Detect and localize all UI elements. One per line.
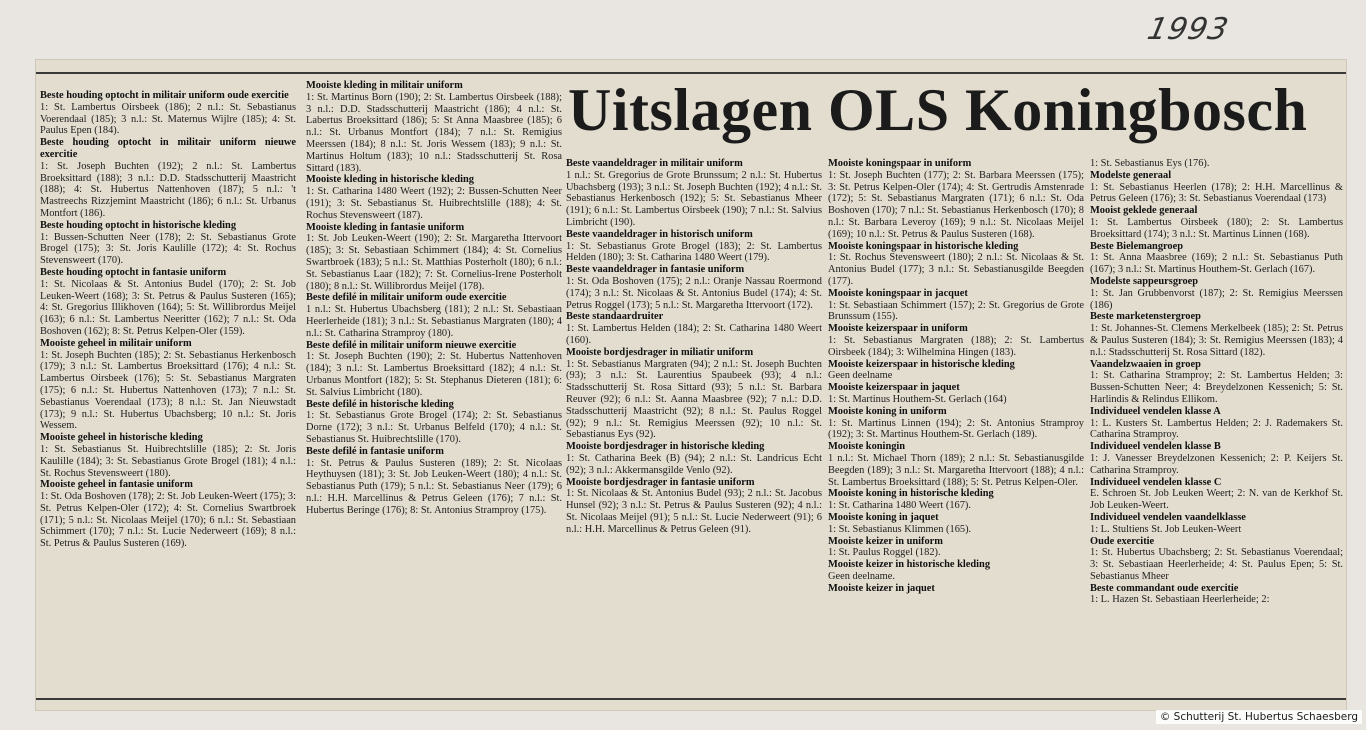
results-column-2 [306, 80, 562, 700]
category-heading: Mooiste geheel in historische kleding [40, 432, 203, 444]
category-heading: Mooiste kleding in fantasie uniform [306, 221, 465, 233]
category-results: Geen deelname [828, 370, 893, 382]
results-column-5 [1090, 158, 1343, 700]
category-results: 1: St. Job Leuken-Weert (190); 2: St. Margaretha Ittervoort (185); 3: St. Sebastiaan Schimmert (184); 4: St. Cornelius Swartbroek (183); 5 n.l.: St. Matthias Posterholt (180); 6 n.l.: St. Sebastianus Laar (182); 7: St. Cornelius-Irene Posterholt (180); 8 n.l.: St. Willibrordus Meijel (178). [306, 233, 562, 292]
category-results: 1 n.l.: St. Gregorius de Grote Brunssum; 2 n.l.: St. Hubertus Ubachsberg (193); 3 n.l.: St. Joseph Buchten (192); 4 n.l.: St. Sebastianus Herkenbosch (192); 5: St. Sebastianus Mheer (191); 6 n.l.: St. Lambertus Oirsbeek (190); 7 n.l.: St. Salvius Limbricht (190). [566, 169, 822, 228]
category-results: 1: Bussen-Schutten Neer (178); 2: St. Sebastianus Grote Brogel (175); 3: St. Joris Kaulille (172); 4: St. Rochus Stevensweert (170). [40, 231, 296, 267]
category-results: 1: St. Sebastianus Eys (176). [1090, 158, 1210, 169]
top-rule [36, 72, 1346, 74]
category-heading: Mooiste bordjesdrager in miliatir uniform [566, 346, 754, 358]
category-heading: Beste defilé in historische kleding [306, 398, 454, 410]
category-heading: Individueel vendelen vaandelklasse [1090, 511, 1246, 523]
category-results: 1: St. Petrus & Paulus Susteren (189); 2: St. Nicolaas Heythuysen (181); 3: St. Job Leuken-Weert (180); 4 n.l.: St. Sebastianus Puth (179); 5 n.l.: St. Sebastianus Neer (179); 6 n.l.: H.H. Marcellinus & Petrus Geleen (176); 7 n.l.: St. Hubertus Beringe (176); 8: St. Antonius Stramproy (175). [306, 457, 562, 516]
bottom-rule [36, 698, 1346, 700]
category-results: 1: St. Anna Maasbree (169); 2 n.l.: St. Sebastianus Puth (167); 3 n.l.: St. Martinus Houthem-St. Gerlach (167). [1090, 252, 1343, 276]
category-heading: Mooiste keizerspaar in jaquet [828, 382, 960, 394]
category-heading: Mooiste koning in jaquet [828, 511, 939, 523]
category-results: 1: St. Joseph Buchten (192); 2 n.l.: St. Lambertus Broeksittard (188); 3 n.l.: D.D. Stadsschutterij Maastricht (188); 4: St. Hubertus Nattenhoven (187); 5 n.l.: 't Mastreechs Rizzjemint Maastricht (186); 6 n.l.: St. Urbanus Montfort (186). [40, 160, 296, 219]
category-heading: Mooiste koningspaar in uniform [828, 158, 972, 169]
category-heading: Mooiste keizerspaar in uniform [828, 323, 968, 335]
category-results: 1: St. Nicolaas & St. Antonius Budel (170); 2: St. Job Leuken-Weert (168); 3: St. Petrus & Paulus Susteren (165); 4: St. Gregorius Illikhoven (164); 5: St. Willibrordus Meijel (163); 6 n.l.: St. Lambertus Neeritter (162); 7 n.l.: St. Oda Boshoven (162); 8: St. Petrus Kelpen-Oler (159). [40, 278, 296, 337]
category-results: 1: St. Sebastianus Heerlen (178); 2: H.H. Marcellinus & Petrus Geleen (176); 3: St. Sebastianus Voerendaal (173) [1090, 181, 1343, 205]
category-results: 1 n.l.: St. Michael Thorn (189); 2 n.l.: St. Sebastianusgilde Beegden (189); 3 n.l.: St. Margaretha Ittervoort (188); 4 n.l.: St. Lambertus Broeksittard (188); 5: St. Petrus Kelpen-Oler. [828, 452, 1084, 488]
category-results: 1: St. Sebastiaan Schimmert (157); 2: St. Gregorius de Grote Brunssum (155). [828, 299, 1084, 323]
category-heading: Mooiste kleding in militair uniform [306, 80, 463, 91]
category-heading: Mooiste geheel in militair uniform [40, 337, 192, 349]
category-heading: Modelste generaal [1090, 169, 1172, 181]
category-results: 1: L. Hazen St. Sebastiaan Heerlerheide; 2: [1090, 594, 1270, 606]
category-results: 1 n.l.: St. Hubertus Ubachsberg (181); 2 n.l.: St. Sebastiaan Heerlerheide (181); 3 n.l.: St. Sebastianus Margraten (180); 4 n.l.: St. Catharina Stramproy (180). [306, 304, 562, 339]
category-results: 1: St. Johannes-St. Clemens Merkelbeek (185); 2: St. Petrus & Paulus Susteren (184); 3: St. Remigius Meerssen (183); 4 n.l.: Stadsschutterij St. Rosa Sittard (182). [1090, 323, 1343, 358]
category-results: 1: St. Rochus Stevensweert (180); 2 n.l.: St. Nicolaas & St. Antonius Budel (177); 3 n.l.: St. Sebastianusgilde Beegden (177). [828, 252, 1084, 287]
category-heading: Mooiste bordjesdrager in fantasie uniform [566, 476, 755, 488]
category-heading: Mooiste koning in historische kleding [828, 488, 994, 500]
category-heading: Beste Bielemangroep [1090, 240, 1184, 252]
headline: Uitslagen OLS Koningbosch [568, 77, 1308, 143]
category-results: 1: St. Lambertus Oirsbeek (180); 2: St. Lambertus Broeksittard (174); 3 n.l.: St. Martinus Linnen (168). [1090, 216, 1343, 240]
category-heading: Mooiste koning in uniform [828, 405, 947, 417]
category-heading: Beste defilé in militair uniform nieuwe exercitie [306, 339, 517, 351]
category-heading: Mooiste keizer in uniform [828, 535, 943, 547]
category-results: 1: St. Hubertus Ubachsberg; 2: St. Sebastianus Voerendaal; 3: St. Sebastiaan Heerlerheide; 4: St. Paulus Epen; 5: St. Sebastianus Mheer [1090, 547, 1343, 582]
category-heading: Beste houding optocht in militair uniform oude exercitie [40, 90, 289, 101]
results-column-1 [40, 90, 296, 700]
category-heading: Mooiste koningspaar in historische kleding [828, 240, 1019, 252]
copyright-credit: © Schutterij St. Hubertus Schaesberg [1156, 710, 1362, 724]
category-heading: Beste vaandeldrager in fantasie uniform [566, 264, 745, 276]
category-heading: Vaandelzwaaien in groep [1090, 358, 1201, 370]
category-results: 1: St. Sebastianus Grote Brogel (174); 2: St. Sebastianus Dorne (172); 3 n.l.: St. Urbanus Belfeld (170); 4 n.l.: St. Sebastianus St. Huibrechtslille (170). [306, 410, 562, 445]
category-results: 1: St. Sebastianus Margraten (94); 2 n.l.: St. Joseph Buchten (93); 3 n.l.: St. Laurentius Spaubeek (93); 4 n.l.: Stadsschutterij St. Rosa Sittard (93); 5 n.l.: St. Barbara Reuver (92); 6 n.l.: St. Aanna Maasbree (92); 7 n.l.: D.D. Stadsschutterij Maastricht (92); 8 n.l.: St. Paulus Roggel (92); 9 n.l.: St. Remigius Meerssen (92); 10 n.l.: St. Sebastianus Eys (92). [566, 358, 822, 441]
category-results: 1: St. Sebastianus Margraten (188); 2: St. Lambertus Oirsbeek (184); 3: Wilhelmina Hingen (183). [828, 334, 1084, 358]
results-column-4 [828, 158, 1084, 700]
category-heading: Beste commandant oude exercitie [1090, 582, 1239, 594]
category-results: 1: St. Oda Boshoven (175); 2 n.l.: Oranje Nassau Roermond (174); 3 n.l.: St. Nicolaas & St. Antonius Budel (174); 4: St. Petrus Roggel (173); 5 n.l.: St. Margaretha Ittervoort (172). [566, 275, 822, 311]
category-results: 1: St. Nicolaas & St. Antonius Budel (93); 2 n.l.: St. Jacobus Hunsel (92); 3 n.l.: St. Petrus & Paulus Susteren (92); 4 n.l.: St. Nicolaas Meijel (91); 5 n.l.: St. Lucie Nederweert (91); 6 n.l.: H.H. Marcellinus & Petrus Geleen (91). [566, 488, 822, 535]
category-heading: Mooist geklede generaal [1090, 205, 1198, 217]
category-heading: Mooiste keizerspaar in historische kleding [828, 358, 1015, 370]
category-heading: Mooiste koningspaar in jacquet [828, 287, 968, 299]
category-results: 1: St. Oda Boshoven (178); 2: St. Job Leuken-Weert (175); 3: St. Petrus Kelpen-Oler (172); 4: St. Cornelius Swartbroek (171); 5 n.l.: St. Nicolaas Meijel (170); 6 n.l.: St. Sebastiaan Schimmert (170); 7 n.l.: St. Lucie Nederweert (169); 8 n.l.: St. Petrus & Paulus Susteren (169). [40, 491, 296, 550]
category-results: 1: St. Catharina 1480 Weert (192); 2: Bussen-Schutten Neer (191); 3: St. Sebastianus St. Huibrechtslille (188); 4: St. Rochus Stevensweert (187). [306, 186, 562, 221]
category-heading: Beste marketenstergroep [1090, 311, 1201, 323]
category-results: 1: St. Catharina 1480 Weert (167). [828, 500, 971, 512]
category-results: E. Schroen St. Job Leuken Weert; 2: N. van de Kerkhof St. Job Leuken-Weert. [1090, 488, 1343, 512]
category-heading: Beste houding optocht in militair uniform nieuwe exercitie [40, 137, 296, 160]
category-heading: Oude exercitie [1090, 535, 1155, 547]
category-results: 1: St. Martinus Born (190); 2: St. Lambertus Oirsbeek (188); 3 n.l.: D.D. Stadsschutterij Maastricht (186); 4 n.l.: St. Labertus Broeksittard (186); 5: St Anna Maasbree (185); 6 n.l.: St. Urbanus Montfort (184); 7 n.l.: St. Remigius Meerssen (184); 8 n.l.: St. Joris Wessem (183); 9 n.l.: St. Martinus Holtum (183); 10 n.l.: Stadsschutterij St. Rosa Sittard (183). [306, 91, 562, 174]
category-heading: Beste standaardruiter [566, 311, 664, 323]
category-results: 1: St. Lambertus Oirsbeek (186); 2 n.l.: St. Sebastianus Voerendaal (185); 3 n.l.: St. Maternus Wijlre (185); 4: St. Paulus Epen (184). [40, 101, 296, 137]
category-heading: Beste vaandeldrager in historisch uniform [566, 228, 753, 240]
category-results: 1: J. Vanesser Breydelzonen Kessenich; 2: P. Keijers St. Catharina Stramproy. [1090, 452, 1343, 476]
category-results: 1: St. Martinus Linnen (194); 2: St. Antonius Stramproy (192); 3: St. Martinus Houthem-St. Gerlach (189). [828, 417, 1084, 441]
handwritten-year: 1993 [1144, 12, 1233, 47]
category-heading: Mooiste keizer in jaquet [828, 582, 935, 594]
category-results: 1: St. Lambertus Helden (184); 2: St. Catharina 1480 Weert (160). [566, 323, 822, 346]
category-heading: Individueel vendelen klasse C [1090, 476, 1222, 488]
category-results: 1: St. Martinus Houthem-St. Gerlach (164) [828, 393, 1007, 405]
category-heading: Beste houding optocht in fantasie uniform [40, 266, 227, 278]
category-heading: Modelste sappeursgroep [1090, 275, 1199, 287]
category-heading: Beste houding optocht in historische kleding [40, 219, 237, 231]
category-heading: Beste defilé in militair uniform oude exercitie [306, 292, 507, 304]
category-results: 1: St. Jan Grubbenvorst (187); 2: St. Remigius Meerssen (186) [1090, 287, 1343, 311]
results-column-3 [566, 158, 822, 700]
category-results: 1: St. Joseph Buchten (185); 2: St. Sebastianus Herkenbosch (179); 3 n.l.: St. Lambertus Broeksittard (176); 4 n.l.: St. Lambertus Oirsbeek (176); 5: St. Sebastianus Margraten (175); 6 n.l.: St. Hubertus Nattenhoven (173); 7 n.l.: St. Sebastianus Voerendaal (173); 8 n.l.: St. Jan Nieuwstadt (173); 9 n.l.: St. Hubertus Ubachsberg; 10 n.l.: St. Joris Wessem. [40, 349, 296, 432]
category-results: 1: St. Joseph Buchten (190); 2: St. Hubertus Nattenhoven (184); 3 n.l.: St. Lambertus Broeksittard (182); 4 n.l.: St. Urbanus Montfort (182); 5: St. Stephanus Dieteren (181); 6: St. Salvius Limbricht (180). [306, 351, 562, 398]
newspaper-clipping [36, 60, 1346, 710]
category-results: 1: St. Sebastianus St. Huibrechtslille (185); 2: St. Joris Kaulille (184); 3: St. Sebastianus Grote Brogel (181); 4 n.l.: St. Rochus Stevensweert (180). [40, 443, 296, 479]
category-results: 1: St. Sebastianus Klimmen (165). [828, 523, 972, 535]
category-heading: Mooiste geheel in fantasie uniform [40, 479, 193, 491]
category-heading: Individueel vendelen klasse A [1090, 405, 1221, 417]
category-heading: Mooiste bordjesdrager in historische kleding [566, 441, 765, 453]
category-heading: Beste vaandeldrager in militair uniform [566, 158, 743, 169]
category-results: 1: St. Paulus Roggel (182). [828, 547, 941, 559]
category-results: Geen deelname. [828, 570, 895, 582]
category-heading: Mooiste koningin [828, 441, 906, 453]
category-results: 1: St. Catharina Beek (B) (94); 2 n.l.: St. Landricus Echt (92); 3 n.l.: Akkermansgilde Venlo (92). [566, 452, 822, 476]
category-results: 1: St. Sebastianus Grote Brogel (183); 2: St. Lambertus Helden (180); 3: St. Catharina 1480 Weert (179). [566, 240, 822, 264]
category-heading: Beste defilé in fantasie uniform [306, 445, 444, 457]
category-heading: Individueel vendelen klasse B [1090, 441, 1221, 453]
category-results: 1: L. Stultiens St. Job Leuken-Weert [1090, 523, 1242, 535]
category-results: 1: L. Kusters St. Lambertus Helden; 2: J. Rademakers St. Catharina Stramproy. [1090, 417, 1343, 441]
category-heading: Mooiste keizer in historische kleding [828, 559, 991, 571]
category-results: 1: St. Catharina Stramproy; 2: St. Lambertus Helden; 3: Bussen-Schutten Neer; 4: Breydelzonen Kessenich; 5: St. Harlindis & Relindus Ellikom. [1090, 370, 1343, 405]
category-heading: Mooiste kleding in historische kleding [306, 174, 475, 186]
category-results: 1: St. Joseph Buchten (177); 2: St. Barbara Meerssen (175); 3: St. Petrus Kelpen-Oler (174); 4: St. Gertrudis Amstenrade (172); 5: St. Sebastianus Margraten (171); 6 n.l.: St. Oda Boshoven (170); 7 n.l.: St. Sebastianus Herkenbosch (170); 8 n.l.: St. Barbara Leveroy (169); 9 n.l.: St. Nicolaas Meijel (169); 10 n.l.: St. Petrus & Paulus Susteren (168). [828, 169, 1084, 240]
